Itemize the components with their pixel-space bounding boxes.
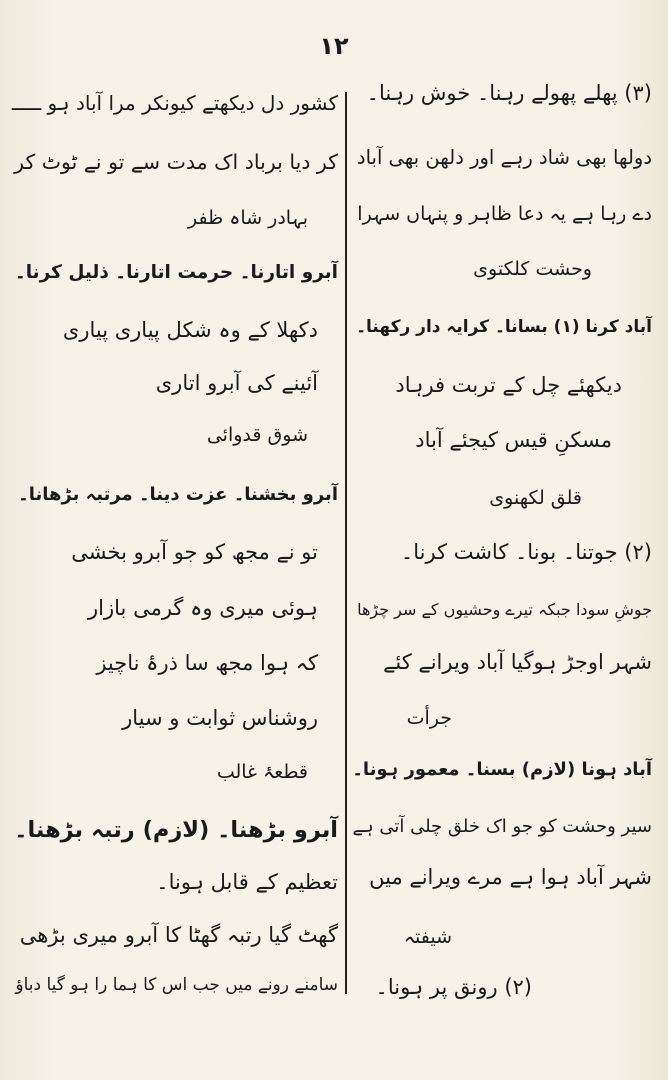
text-line: (۲) رونق پر ہونا۔ [375,975,532,999]
verse-line: دے رہا ہے یہ دعا ظاہر و پنہاں سہرا [357,203,652,225]
poet-name: وحشت کلکتوی [473,258,592,280]
verse-line: کر دیا برباد اک مدت سے تو نے ٹوٹ کر [14,150,338,174]
poet-name: بہادر شاہ ظفر [188,207,308,229]
verse-line: ہوئی میری وہ گرمی بازار [88,596,318,620]
entry-heading: آبرو اتارنا۔ حرمت اتارنا۔ ذلیل کرنا۔ [14,262,338,283]
verse-line: دکھلا کے وہ شکل پیاری پیاری [62,318,318,342]
verse-line: دولھا بھی شاد رہے اور دلھن بھی آباد [356,146,652,169]
text-line: تعظیم کے قابل ہونا۔ [156,870,338,894]
entry-heading: آبرو بخشنا۔ عزت دینا۔ مرتبہ بڑھانا۔ [18,484,338,505]
poet-name: شیفتہ [403,926,452,948]
verse-line: مسکنِ قیس کیجئے آباد [415,428,612,452]
text-line: (۲) جوتنا۔ بونا۔ کاشت کرنا۔ [400,540,652,564]
page-number: ۱۲ [319,32,349,60]
entry-heading: آباد کرنا (۱) بسانا۔ کرایہ دار رکھنا۔ [356,317,652,337]
verse-line: دیکھئے چل کے تربت فرہاد [395,373,622,397]
entry-heading: آباد ہونا (لازم) بسنا۔ معمور ہونا۔ [352,759,652,780]
poet-name: قلق لکھنوی [489,487,582,509]
verse-line: گھٹ گیا رتبہ گھٹا کا آبرو میری بڑھی [19,923,338,947]
poet-name: قطعۂ غالب [216,761,308,783]
verse-line: روشناس ثوابت و سیار [122,706,318,730]
verse-line: شہر اوجڑ ہوگیا آباد ویرانے کئے [383,650,652,674]
poet-name: شوق قدوائی [206,424,308,446]
poet-name: جرأت [406,707,452,729]
verse-line: سامنے رونے میں جب اس کا ہما را ہو گیا دباؤ [15,975,338,995]
column-divider [345,92,347,994]
verse-line: آئینے کی آبرو اتاری [155,371,318,395]
verse-line: شہر آباد ہوا ہے مرے ویرانے میں [369,865,652,889]
verse-line: جوشِ سودا جبکہ تیرے وحشیوں کے سر چڑھا [357,600,652,619]
verse-line: کشور دل دیکھتے کیونکر مرا آباد ہو ـــــ [11,91,338,115]
entry-heading: آبرو بڑھنا۔ (لازم) رتبہ بڑھنا۔ [14,817,338,843]
verse-line: تو نے مجھ کو جو آبرو بخشی [71,540,318,564]
text-line: (۳) پھلے پھولے رہنا۔ خوش رہنا۔ [366,81,652,105]
verse-line: کہ ہوا مجھ سا ذرۂ ناچیز [96,651,318,675]
verse-line: سیر وحشت کو جو اک خلق چلی آتی ہے [352,816,652,837]
